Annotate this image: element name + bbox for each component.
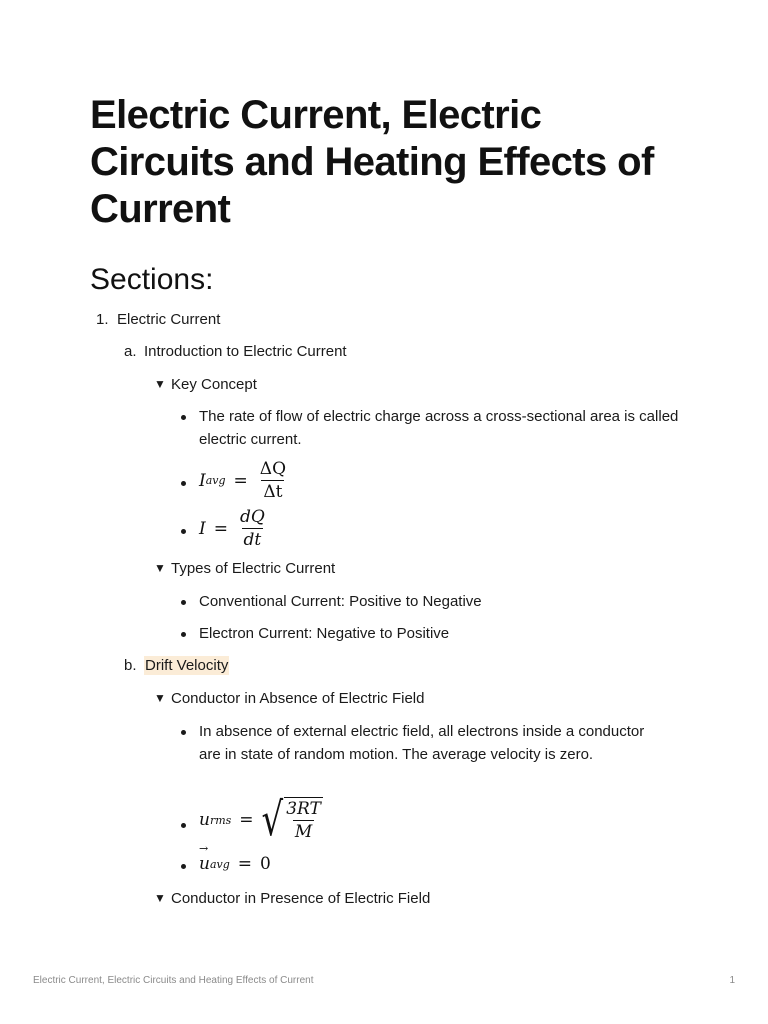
list-marker: 1.	[96, 311, 109, 328]
bullet-point	[181, 415, 186, 420]
formula-denominator: dt	[243, 530, 262, 550]
bullet-point	[181, 529, 186, 534]
bullet-point	[181, 600, 186, 605]
toggle-absence-of-field[interactable]: Conductor in Absence of Electric Field	[171, 690, 425, 707]
page-title: Electric Current, Electric Circuits and Heating Effects of Current	[90, 93, 654, 231]
footer-document-title: Electric Current, Electric Circuits and Heating Effects of Current	[33, 975, 314, 986]
toggle-key-concept[interactable]: Key Concept	[171, 376, 257, 393]
outline-item-electric-current: Electric Current	[117, 311, 221, 328]
electron-current-item: Electron Current: Negative to Positive	[199, 625, 450, 642]
formula-equals: =	[237, 854, 253, 874]
bullet-point	[181, 481, 186, 486]
formula-equals: =	[233, 470, 248, 491]
toggle-triangle-icon[interactable]: ▼	[154, 377, 166, 391]
list-marker: b.	[124, 657, 137, 674]
sqrt-icon: √	[261, 793, 284, 847]
key-concept-definition: The rate of flow of electric charge across a cross-sectional area is called electric current.	[199, 408, 679, 448]
conventional-current-item: Conventional Current: Positive to Negative	[199, 593, 482, 610]
formula-u-rms	[199, 793, 325, 847]
list-marker: a.	[124, 343, 137, 360]
formula-lhs: u	[199, 810, 210, 830]
formula-numerator: dQ	[239, 507, 265, 527]
formula-numerator: 3RT	[286, 799, 321, 819]
formula-lhs-vector: → u	[199, 854, 210, 874]
formula-lhs: I	[199, 518, 206, 539]
formula-u-avg	[199, 854, 271, 874]
toggle-triangle-icon[interactable]: ▼	[154, 891, 166, 905]
toggle-triangle-icon[interactable]: ▼	[154, 691, 166, 705]
formula-subscript: rms	[209, 813, 232, 827]
absence-description: In absence of external electric field, all electrons inside a conductor are in state of random motion. The average velocity is zero.	[199, 723, 645, 763]
formula-subscript: avg	[209, 857, 230, 871]
formula-rhs: 0	[260, 854, 271, 874]
formula-subscript: avg	[205, 474, 226, 487]
bullet-point	[181, 864, 186, 869]
outline-item-introduction: Introduction to Electric Current	[144, 343, 347, 360]
bullet-point	[181, 632, 186, 637]
formula-lhs: I	[199, 470, 206, 491]
formula-i-avg	[199, 458, 290, 503]
sections-heading: Sections:	[90, 263, 214, 296]
highlighted-text: Drift Velocity	[145, 657, 229, 674]
bullet-point	[181, 730, 186, 735]
outline-item-drift-velocity	[144, 654, 229, 677]
formula-denominator: M	[294, 822, 313, 842]
toggle-triangle-icon[interactable]: ▼	[154, 561, 166, 575]
bullet-point	[181, 823, 186, 828]
footer-page-number: 1	[729, 975, 735, 986]
formula-denominator: Δt	[263, 482, 283, 502]
formula-equals: =	[239, 810, 254, 830]
formula-equals: =	[213, 518, 228, 539]
toggle-types-of-current[interactable]: Types of Electric Current	[171, 560, 336, 577]
formula-numerator: ΔQ	[259, 459, 287, 479]
toggle-presence-of-field[interactable]: Conductor in Presence of Electric Field	[171, 890, 431, 907]
formula-i-instantaneous	[199, 506, 269, 551]
